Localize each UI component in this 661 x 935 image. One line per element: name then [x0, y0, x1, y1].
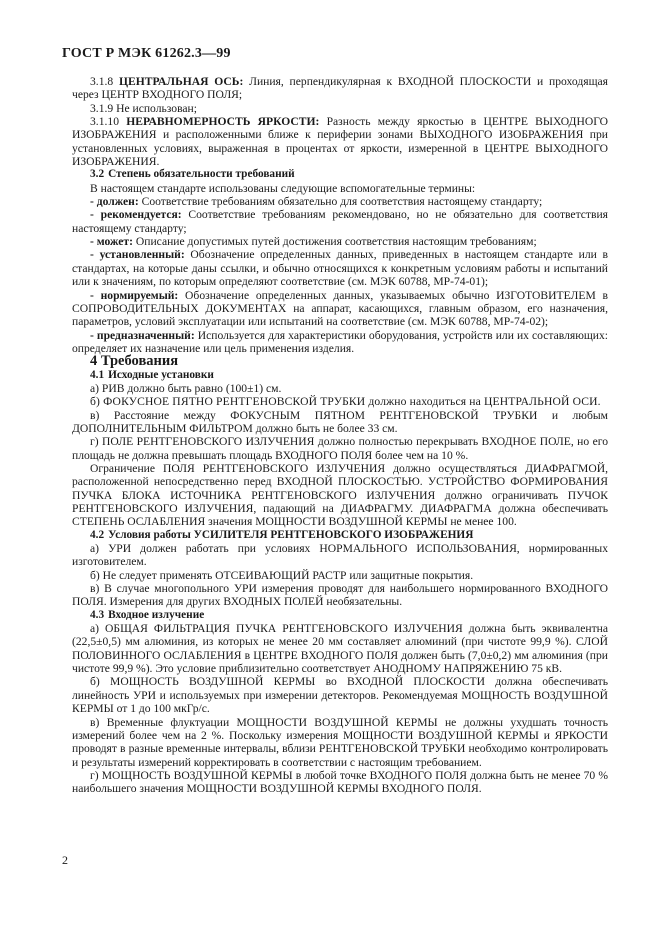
definition-text: Используется для характеристики оборудования, устройств или их составляющих: определяет их назначение или цель применения изделия. [72, 328, 609, 355]
subsection-number: 3.2 [90, 168, 105, 181]
document-header: ГОСТ Р МЭК 61262.3—99 [62, 46, 231, 61]
definition-term: - рекомендуется: [90, 208, 182, 222]
item-4-1-d: г) ПОЛЕ РЕНТГЕНОВСКОГО ИЗЛУЧЕНИЯ должно полностью перекрывать ВХОДНОЕ ПОЛЕ, но его площадь не должна превышать площадь ВХОДНОГО ПОЛЯ более чем на 10 %. [72, 435, 608, 462]
definition-specified [72, 248, 608, 288]
document-body [72, 75, 608, 796]
definition-may [72, 235, 608, 248]
clause-text: Линия, перпендикулярная к ВХОДНОЙ ПЛОСКОСТИ и проходящая через ЦЕНТР ВХОДНОГО ПОЛЯ; [72, 75, 608, 102]
definition-intended [72, 329, 608, 356]
clause-3-1-9: 3.1.9 Не использован; [90, 101, 197, 115]
term-brightness-nonuniformity: НЕРАВНОМЕРНОСТЬ ЯРКОСТИ: [126, 115, 320, 129]
subsection-heading-3-2 [72, 168, 608, 181]
subsection-number: 4.1 [90, 368, 105, 381]
definition-term: - нормируемый: [90, 288, 179, 302]
item-4-3-c: в) Временные флуктуации МОЩНОСТИ ВОЗДУШНОЙ КЕРМЫ не должны ухудшать точность измерений более чем на 2 %. Поскольку измерения МОЩНОСТИ ВОЗДУШНОЙ КЕРМЫ и ЯРКОСТИ проводят в разные временные интервалы, вблизи РЕНТГЕНОВСКОЙ ТРУБКИ необходимо контролировать и результаты измерений корректировать в соответствии с настоящим требованием. [72, 715, 608, 769]
page-number: 2 [62, 853, 68, 867]
subsection-title: Исходные установки [108, 368, 214, 381]
item-4-2-a: а) УРИ должен работать при условиях НОРМАЛЬНОГО ИСПОЛЬЗОВАНИЯ, нормированных изготовителем. [72, 542, 608, 569]
item-4-1-limitation: Ограничение ПОЛЯ РЕНТГЕНОВСКОГО ИЗЛУЧЕНИЯ должно осуществляться ДИАФРАГМОЙ, расположенной непосредственно перед ВХОДНОЙ ПЛОСКОСТЬЮ. УСТРОЙСТВО ФОРМИРОВАНИЯ ПУЧКА БЛОКА ИСТОЧНИКА РЕНТГЕНОВСКОГО ИЗЛУЧЕНИЯ должно ограничивать ПУЧОК РЕНТГЕНОВСКОГО ИЗЛУЧЕНИЯ, падающий на ДИАФРАГМУ. ДИАФРАГМА должна обеспечивать СТЕПЕНЬ ОСЛАБЛЕНИЯ значения МОЩНОСТИ ВОЗДУШНОЙ КЕРМЫ не менее 100. [72, 461, 608, 529]
subsection-title: Входное излучение [108, 608, 205, 621]
item-4-2-b: б) Не следует применять ОТСЕИВАЮЩИЙ РАСТР или защитные покрытия. [90, 568, 474, 582]
item-4-3-a: а) ОБЩАЯ ФИЛЬТРАЦИЯ ПУЧКА РЕНТГЕНОВСКОГО ИЗЛУЧЕНИЯ должна быть эквивалентна (22,5±0,5) мм алюминия, из которых не менее 20 мм составляет алюминий (при чистоте 99,9 %). СЛОЙ ПОЛОВИННОГО ОСЛАБЛЕНИЯ в ЦЕНТРЕ ВХОДНОГО ПОЛЯ должен быть (7,0±0,2) мм алюминия (при чистоте 99,9 %). Это условие приблизительно соответствует АНОДНОМУ НАПРЯЖЕНИЮ 75 кВ. [72, 622, 608, 676]
item-4-1-b: б) ФОКУСНОЕ ПЯТНО РЕНТГЕНОВСКОЙ ТРУБКИ должно находиться на ЦЕНТРАЛЬНОЙ ОСИ. [90, 395, 601, 409]
definition-text: Соответствие требованиям обязательно для соответствия настоящему стандарту; [141, 195, 543, 209]
definition-text: Обозначение определенных данных, указываемых обычно ИЗГОТОВИТЕЛЕМ в СОПРОВОДИТЕЛЬНЫХ ДОКУМЕНТАХ на аппарат, касающихся, главным образом, его назначения, параметров, условий эксплуатации или испытаний на соответствие (см. МЭК 60788, МР-74-02); [72, 288, 608, 329]
definition-term: - установленный: [90, 248, 185, 262]
definition-text: Соответствие требованиям рекомендовано, но не обязательно для соответствия настоящему стандарту; [72, 208, 608, 235]
subsection-number: 4.2 [90, 528, 105, 541]
item-4-3-d: г) МОЩНОСТЬ ВОЗДУШНОЙ КЕРМЫ в любой точке ВХОДНОГО ПОЛЯ должна быть не менее 70 % наибольшего значения МОЩНОСТИ ВОЗДУШНОЙ КЕРМЫ ВХОДНОГО ПОЛЯ. [72, 768, 608, 796]
definition-recommended [72, 208, 608, 235]
definition-rated [72, 289, 608, 329]
item-4-1-a: а) РИВ должно быть равно (100±1) см. [90, 381, 282, 395]
subsection-title: Степень обязательности требований [108, 168, 295, 181]
definition-term: - может: [90, 235, 133, 249]
definition-must [72, 195, 608, 208]
term-central-axis: ЦЕНТРАЛЬНАЯ ОСЬ: [118, 75, 244, 88]
clause-3-1-10 [72, 115, 608, 168]
clause-text: Разность между яркостью в ЦЕНТРЕ ВЫХОДНОГО ИЗОБРАЖЕНИЯ и расположенными ближе к периферии зонами ВЫХОДНОГО ИЗОБРАЖЕНИЯ при установленных условиях, выраженная в процентах от яркости, измеренной в ЦЕНТРЕ ВЫХОДНОГО ИЗОБРАЖЕНИЯ. [72, 115, 608, 169]
subsection-number: 4.3 [90, 608, 105, 621]
item-4-3-b: б) МОЩНОСТЬ ВОЗДУШНОЙ КЕРМЫ во ВХОДНОЙ ПЛОСКОСТИ должна обеспечивать линейность УРИ и используемых при измерении детекторов. Рекомендуемая МОЩНОСТЬ ВОЗДУШНОЙ КЕРМЫ от 1 до 100 мкГр/с. [72, 675, 608, 716]
section-heading-4: 4 Требования [90, 353, 179, 370]
clause-number: 3.1.10 [90, 115, 119, 129]
clause-3-1-8 [72, 75, 608, 102]
subsection-heading-4-2 [72, 529, 608, 542]
item-4-1-c: в) Расстояние между ФОКУСНЫМ ПЯТНОМ РЕНТГЕНОВСКОЙ ТРУБКИ и любым ДОПОЛНИТЕЛЬНЫМ ФИЛЬТРОМ должно быть не более 33 см. [72, 408, 608, 435]
definition-term: - предназначенный: [90, 328, 195, 342]
subsection-heading-4-3 [72, 609, 608, 622]
subsection-title: Условия работы УСИЛИТЕЛЯ РЕНТГЕНОВСКОГО ИЗОБРАЖЕНИЯ [108, 528, 474, 541]
clause-number: 3.1.8 [90, 75, 114, 88]
definition-text: Обозначение определенных данных, приведенных в настоящем стандарте или в стандартах, на которые даны ссылки, и обычно относящихся к конкретным условиям работы и испытаний или к значениям, по которым определяют соответствие (см. МЭК 60788, МР-74-01); [72, 248, 608, 289]
subsection-heading-4-1 [72, 369, 608, 382]
subsection-intro: В настоящем стандарте использованы следующие вспомогательные термины: [90, 181, 476, 195]
item-4-2-c: в) В случае многопольного УРИ измерения проводят для наибольшего нормированного ВХОДНОГО ПОЛЯ. Измерения для других ВХОДНЫХ ПОЛЕЙ необязательны. [72, 582, 608, 609]
definition-term: - должен: [90, 195, 139, 209]
definition-text: Описание допустимых путей достижения соответствия настоящим требованиям; [135, 235, 537, 249]
